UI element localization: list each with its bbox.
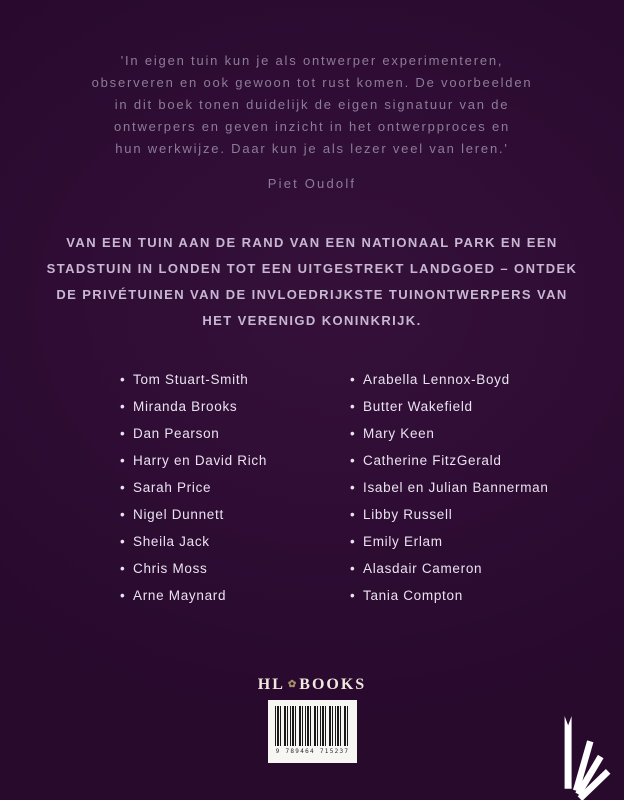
bullet-icon: • bbox=[350, 561, 356, 576]
bullet-icon: • bbox=[120, 480, 126, 495]
designer-name: Chris Moss bbox=[133, 561, 208, 576]
list-item bbox=[350, 528, 624, 555]
quote-line: hun werkwijze. Daar kun je als lezer veel van leren.' bbox=[115, 141, 509, 156]
list-item bbox=[350, 393, 624, 420]
publisher-logo bbox=[0, 676, 624, 694]
designer-name: Nigel Dunnett bbox=[133, 507, 224, 522]
list-item bbox=[120, 582, 312, 609]
list-item bbox=[120, 474, 312, 501]
bullet-icon: • bbox=[350, 480, 356, 495]
designer-name: Isabel en Julian Bannerman bbox=[363, 480, 549, 495]
quote-attribution: Piet Oudolf bbox=[267, 176, 357, 191]
flower-icon: ✿ bbox=[287, 679, 297, 690]
list-item bbox=[350, 366, 624, 393]
bullet-icon: • bbox=[120, 426, 126, 441]
designer-name: Tania Compton bbox=[363, 588, 463, 603]
bullet-icon: • bbox=[350, 426, 356, 441]
bullet-icon: • bbox=[350, 534, 356, 549]
designer-name: Miranda Brooks bbox=[133, 399, 238, 414]
bullet-icon: • bbox=[120, 372, 126, 387]
list-item bbox=[120, 420, 312, 447]
designer-name: Emily Erlam bbox=[363, 534, 443, 549]
list-item bbox=[350, 474, 624, 501]
list-item bbox=[120, 528, 312, 555]
designer-name-list bbox=[0, 366, 624, 609]
designer-name: Butter Wakefield bbox=[363, 399, 473, 414]
designer-list-left-column bbox=[0, 366, 312, 609]
barcode-bars bbox=[275, 706, 350, 746]
designer-name: Catherine FitzGerald bbox=[363, 453, 502, 468]
publisher-logo-prefix: HL bbox=[257, 676, 285, 693]
list-item bbox=[120, 393, 312, 420]
designer-name: Tom Stuart-Smith bbox=[133, 372, 249, 387]
blurb-line: HET VERENIGD KONINKRIJK. bbox=[202, 313, 422, 328]
quote-line: 'In eigen tuin kun je als ontwerper experimenteren, bbox=[120, 53, 504, 68]
designer-name: Arabella Lennox-Boyd bbox=[363, 372, 510, 387]
back-cover-blurb bbox=[0, 230, 624, 334]
bullet-icon: • bbox=[120, 588, 126, 603]
designer-list-right-column bbox=[312, 366, 624, 609]
list-item bbox=[350, 555, 624, 582]
publisher-logo-suffix: BOOKS bbox=[299, 676, 367, 693]
designer-name: Dan Pearson bbox=[133, 426, 220, 441]
bullet-icon: • bbox=[120, 561, 126, 576]
blurb-line: VAN EEN TUIN AAN DE RAND VAN EEN NATIONAAL PARK EN EEN bbox=[66, 235, 558, 250]
bullet-icon: • bbox=[120, 453, 126, 468]
designer-name: Mary Keen bbox=[363, 426, 435, 441]
designer-name: Arne Maynard bbox=[133, 588, 227, 603]
blurb-line: DE PRIVÉTUINEN VAN DE INVLOEDRIJKSTE TUINONTWERPERS VAN bbox=[56, 287, 568, 302]
endorsement-quote bbox=[0, 50, 624, 193]
bullet-icon: • bbox=[120, 399, 126, 414]
bullet-icon: • bbox=[350, 588, 356, 603]
quote-line: in dit boek tonen duidelijk de eigen signatuur van de bbox=[114, 97, 510, 112]
bullet-icon: • bbox=[350, 453, 356, 468]
isbn-barcode bbox=[268, 700, 357, 763]
bullet-icon: • bbox=[350, 399, 356, 414]
list-item bbox=[120, 555, 312, 582]
designer-name: Libby Russell bbox=[363, 507, 453, 522]
list-item bbox=[350, 447, 624, 474]
bullet-icon: • bbox=[350, 372, 356, 387]
list-item bbox=[120, 366, 312, 393]
list-item bbox=[350, 420, 624, 447]
falling-books-logo bbox=[550, 688, 624, 800]
list-item bbox=[120, 447, 312, 474]
bullet-icon: • bbox=[120, 534, 126, 549]
bullet-icon: • bbox=[350, 507, 356, 522]
quote-line: ontwerpers en geven inzicht in het ontwerpproces en bbox=[113, 119, 511, 134]
list-item bbox=[350, 582, 624, 609]
list-item bbox=[350, 501, 624, 528]
list-item bbox=[120, 501, 312, 528]
blurb-line: STADSTUIN IN LONDEN TOT EEN UITGESTREKT LANDGOED – ONTDEK bbox=[46, 261, 578, 276]
quote-line: observeren en ook gewoon tot rust komen. De voorbeelden bbox=[91, 75, 533, 90]
designer-name: Sheila Jack bbox=[133, 534, 210, 549]
barcode-number: 9 789464 715237 bbox=[275, 748, 350, 755]
designer-name: Sarah Price bbox=[133, 480, 212, 495]
designer-name: Harry en David Rich bbox=[133, 453, 268, 468]
bullet-icon: • bbox=[120, 507, 126, 522]
designer-name: Alasdair Cameron bbox=[363, 561, 483, 576]
